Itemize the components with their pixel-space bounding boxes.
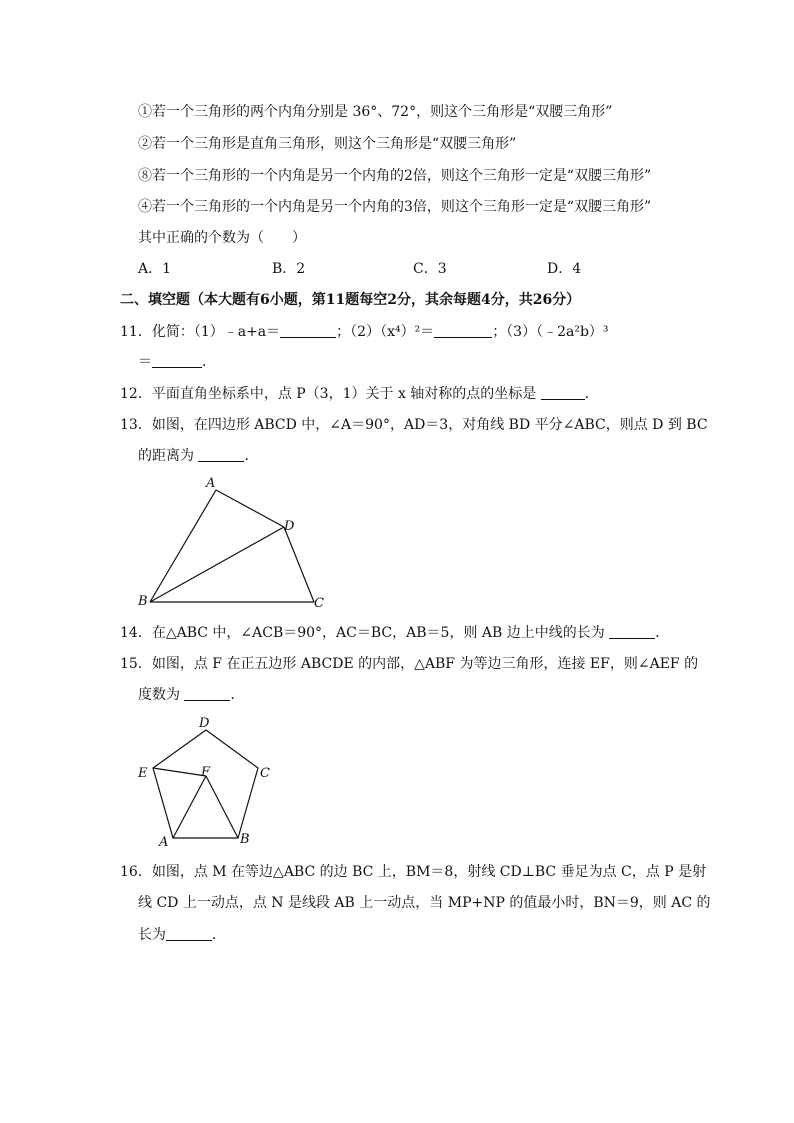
q15-label-d: D [199,716,210,731]
q13-blank[interactable] [198,461,244,462]
q10-statement-3: ⑧若一个三角形的一个内角是另一个内角的2倍，则这个三角形一定是“双腰三角形” [138,168,652,184]
q13-end: ． [244,448,259,464]
q13-line-2 [138,446,258,466]
q14 [120,623,669,643]
q11-line-1 [120,322,609,342]
q14-blank[interactable] [609,638,655,639]
q13-edge-dc [284,527,314,602]
q10-option-c: C．3 [413,261,447,277]
q12 [120,384,599,404]
q11-blank-3[interactable] [152,367,202,368]
q10-statement-1: ①若一个三角形的两个内角分别是 36°、72°，则这个三角形是“双腰三角形” [138,104,613,120]
q14-end: ． [655,625,670,641]
q12-text: 12．平面直角坐标系中，点 P（3，1）关于 x 轴对称的点的坐标是 [120,386,537,402]
section-2-title: 二、填空题（本大题有6小题，第11题每空2分，其余每题4分，共26分） [120,292,581,308]
q12-blank[interactable] [541,399,585,400]
q10-statement-4: ④若一个三角形的一个内角是另一个内角的3倍，则这个三角形一定是“双腰三角形” [138,199,652,215]
q15-segment-af [173,776,206,838]
q13-label-a: A [206,476,216,491]
q13-line-1: 13．如图，在四边形 ABCD 中，∠A＝90°，AD＝3，对角线 BD 平分∠ABC，则点 D 到 BC [120,417,708,433]
q10-prompt: 其中正确的个数为（ ） [138,230,306,246]
q15-pentagon-figure [130,710,280,850]
q16-end: ． [212,927,226,943]
q15-label-a: A [159,835,169,850]
q15-line-1: 15．如图，点 F 在正五边形 ABCDE 的内部，△ABF 为等边三角形，连接 EF，则∠AEF 的 [120,656,699,672]
q13-quadrilateral-figure [130,470,330,615]
q11-lead: 11．化简：（1）﹣a+a＝ [120,324,281,340]
q16-line-3 [138,925,226,945]
q13-label-c: C [314,596,324,611]
q15-regular-pentagon [153,730,258,838]
q13-label-b: B [138,594,148,609]
q13-edge-ad [216,490,284,527]
q15-end: ． [230,687,245,703]
q15-label-e: E [138,766,148,781]
q12-end: ． [584,386,599,402]
q16-line-1: 16．如图，点 M 在等边△ABC 的边 BC 上，BM＝8，射线 CD⊥BC 垂足为点 C，点 P 是射 [120,864,707,880]
q15-label-b: B [240,832,250,847]
q15-line-2 [138,685,244,705]
q14-text: 14．在△ABC 中，∠ACB＝90°，AC＝BC，AB＝5，则 AB 边上中线的长为 [120,625,605,641]
q11-blank-2[interactable] [434,337,492,338]
q11-part-3: ；（3）（﹣2a²b）³ [492,324,609,340]
q11-blank-1[interactable] [280,337,336,338]
q11-part-2: ；（2）（x⁴）²＝ [336,324,435,340]
q10-options [0,259,794,279]
q13-line2-text: 的距离为 [138,448,194,464]
q10-option-a: A．1 [138,261,172,277]
q11-line2-prefix: ＝ [138,354,152,370]
q15-label-c: C [260,766,270,781]
q13-edge-ab [150,490,216,602]
q15-line2-text: 度数为 [138,687,180,703]
q16-line-2: 线 CD 上一动点，点 N 是线段 AB 上一动点，当 MP+NP 的值最小时，BN＝9，则 AC 的 [138,895,711,911]
q10-statement-2: ②若一个三角形是直角三角形，则这个三角形是“双腰三角形” [138,136,517,152]
q13-diagonal-bd [150,527,284,602]
q15-segment-bf [206,776,238,838]
q15-segment-ef [153,768,206,776]
q15-label-f: F [201,765,211,780]
q16-blank[interactable] [166,940,212,941]
q15-blank[interactable] [184,700,230,701]
q11-line2-end: ． [202,354,216,370]
q10-option-d: D．4 [547,261,582,277]
q13-label-d: D [284,519,295,534]
q16-line3-text: 长为 [138,927,166,943]
q11-line-2 [138,352,216,372]
q10-option-b: B．2 [272,261,306,277]
